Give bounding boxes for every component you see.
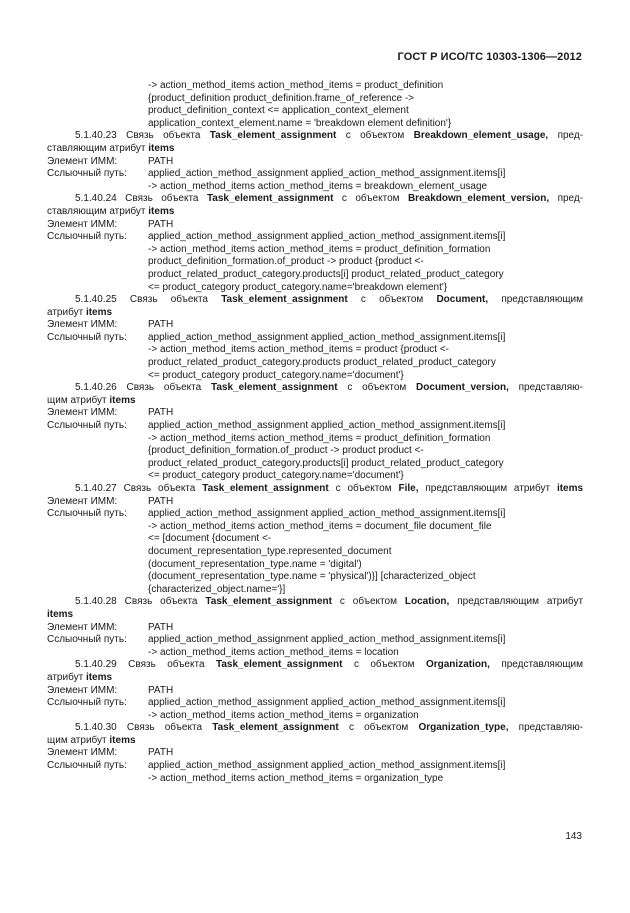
document-body [47, 80, 583, 785]
section-heading [47, 130, 583, 143]
entity-name: Task_element_assignment [215, 659, 343, 671]
element-label: Элемент ИММ: [47, 319, 118, 331]
entity-name: Task_element_assignment [212, 722, 339, 734]
reference-label: Сслыочный путь: [47, 634, 127, 646]
heading-text: Связь объекта [123, 483, 196, 494]
element-row [47, 685, 583, 698]
section-number: 5.1.40.28 [75, 596, 117, 608]
path-line: application_context_element.name = 'breakdown element definition'} [148, 117, 452, 129]
path-text: applied_action_method_assignment applied_action_method_assignment.items[i] [148, 168, 506, 180]
entity-name: Task_element_assignment [202, 483, 329, 494]
section-5-1-40-25 [47, 294, 583, 382]
entity-name: Task_element_assignment [221, 294, 348, 306]
section-5-1-40-27 [47, 483, 583, 596]
target-entity: Document, [436, 294, 489, 306]
element-row [47, 496, 583, 509]
heading-text: с объектом [348, 722, 409, 734]
reference-label: Сслыочный путь: [47, 420, 127, 432]
path-text: -> action_method_items action_method_items = product_definition_formation [148, 432, 491, 444]
heading-text: с объектом [353, 659, 415, 671]
section-number: 5.1.40.30 [75, 722, 117, 734]
heading-text: с объектом [341, 193, 400, 205]
path-line [47, 420, 583, 433]
element-value: PATH [148, 155, 174, 167]
attribute-name: items [47, 608, 74, 620]
heading-text: атрибут [47, 671, 84, 683]
section-5-1-40-30 [47, 722, 583, 785]
heading-text: Связь объекта [124, 596, 198, 608]
element-row [47, 156, 583, 169]
heading-text: Связь объекта [129, 294, 208, 306]
heading-text: представляющим [501, 294, 584, 306]
path-line [47, 181, 583, 194]
path-text: document_representation_type.represented_document [148, 545, 392, 557]
path-line [47, 269, 583, 282]
path-line [47, 332, 583, 345]
heading-text: Связь объекта [126, 722, 203, 734]
path-text: -> action_method_items action_method_items = location [148, 646, 399, 658]
path-line [47, 244, 583, 257]
path-text: -> action_method_items action_method_items = organization [148, 709, 419, 721]
path-text: (document_representation_type.name = 'digital') [148, 558, 362, 570]
element-value: PATH [148, 218, 174, 230]
path-text: -> action_method_items action_method_items = breakdown_element_usage [148, 180, 488, 192]
path-line: -> action_method_items action_method_items = product_definition [148, 80, 444, 91]
path-text: {characterized_object.name='}] [148, 583, 286, 595]
path-line: product_definition_context <= application_context_element [148, 105, 409, 117]
path-line [47, 647, 583, 660]
entity-name: Task_element_assignment [210, 382, 338, 394]
reference-label: Сслыочный путь: [47, 331, 127, 343]
path-line [47, 521, 583, 534]
heading-text: с объектом [347, 382, 407, 394]
path-line [47, 282, 583, 295]
section-heading-continuation [47, 206, 583, 219]
path-line [47, 559, 583, 572]
element-row [47, 622, 583, 635]
element-value: PATH [148, 684, 174, 696]
element-label: Элемент ИММ: [47, 407, 118, 419]
path-text: product_related_product_category.products[i] product_related_product_category [148, 457, 504, 469]
path-text: applied_action_method_assignment applied_action_method_assignment.items[i] [148, 231, 506, 243]
path-line [47, 571, 583, 584]
path-line: {product_definition product_definition.frame_of_reference -> [148, 92, 415, 104]
attribute-name: items [85, 306, 113, 318]
entity-name: Task_element_assignment [206, 193, 334, 205]
element-label: Элемент ИММ: [47, 155, 118, 167]
heading-text: с объектом [360, 294, 424, 306]
reference-label: Сслыочный путь: [47, 760, 127, 772]
path-line [47, 357, 583, 370]
entity-name: Task_element_assignment [209, 130, 337, 142]
attribute-name: items [109, 734, 136, 746]
section-heading-continuation [47, 307, 583, 320]
target-entity: Location, [404, 596, 450, 608]
path-line [47, 370, 583, 383]
path-text: <= product_category product_category.name='document'} [148, 470, 404, 482]
heading-text: Связь объекта [126, 130, 201, 142]
path-line [47, 760, 583, 773]
element-row [47, 219, 583, 232]
section-number: 5.1.40.26 [75, 382, 117, 394]
section-heading [47, 382, 583, 395]
reference-label: Сслыочный путь: [47, 231, 127, 243]
path-text: applied_action_method_assignment applied_action_method_assignment.items[i] [148, 508, 506, 520]
element-label: Элемент ИММ: [47, 495, 118, 507]
heading-text: щим атрибут [47, 394, 107, 406]
element-label: Элемент ИММ: [47, 747, 118, 759]
section-heading [47, 294, 583, 307]
attribute-name: items [109, 394, 136, 406]
section-5-1-40-26 [47, 382, 583, 483]
element-row [47, 747, 583, 760]
path-text: -> action_method_items action_method_items = product_definition_formation [148, 243, 491, 255]
path-line [47, 533, 583, 546]
path-text: -> action_method_items action_method_items = document_file document_file [148, 520, 492, 532]
path-text: -> action_method_items action_method_items = product {product <- [148, 344, 450, 356]
section-5-1-40-23 [47, 130, 583, 193]
section-heading-continuation [47, 395, 583, 408]
section-number: 5.1.40.27 [75, 483, 117, 494]
path-line [47, 168, 583, 181]
element-value: PATH [148, 621, 174, 633]
section-heading-continuation [47, 672, 583, 685]
element-row [47, 319, 583, 332]
path-text: applied_action_method_assignment applied_action_method_assignment.items[i] [148, 697, 506, 709]
target-entity: File, [398, 483, 419, 494]
path-line [47, 773, 583, 786]
heading-text: представляющим атрибут [425, 483, 551, 494]
path-line [47, 710, 583, 723]
path-line [47, 458, 583, 471]
path-line [47, 634, 583, 647]
section-5-1-40-29 [47, 659, 583, 722]
heading-text: ставляющим атрибут [47, 205, 146, 217]
path-text: (document_representation_type.name = 'physical')}] [characterized_object [148, 571, 476, 583]
heading-text: представляющим [501, 659, 584, 671]
path-line [47, 470, 583, 483]
element-label: Элемент ИММ: [47, 684, 118, 696]
heading-text: с объектом [345, 130, 405, 142]
path-text: <= [document {document <- [148, 533, 272, 545]
path-text: applied_action_method_assignment applied_action_method_assignment.items[i] [148, 634, 506, 646]
heading-text: щим атрибут [47, 734, 107, 746]
path-line [47, 697, 583, 710]
path-text: -> action_method_items action_method_items = organization_type [148, 772, 444, 784]
heading-text: представляющим атрибут [457, 596, 584, 608]
section-number: 5.1.40.23 [75, 130, 117, 142]
target-entity: Breakdown_element_version, [407, 193, 550, 205]
path-text: applied_action_method_assignment applied_action_method_assignment.items[i] [148, 760, 506, 772]
path-line [47, 344, 583, 357]
reference-label: Сслыочный путь: [47, 697, 127, 709]
path-text: applied_action_method_assignment applied_action_method_assignment.items[i] [148, 420, 506, 432]
path-text: {product_definition_formation.of_product -> product product <- [148, 445, 424, 457]
attribute-name: items [148, 205, 175, 217]
heading-text: пред- [557, 130, 584, 142]
section-number: 5.1.40.24 [75, 193, 117, 205]
path-line [47, 508, 583, 521]
path-text: <= product_category product_category.name='document'} [148, 369, 404, 381]
heading-text: с объектом [339, 596, 397, 608]
section-heading-continuation [47, 609, 583, 622]
path-line [47, 256, 583, 269]
heading-text: представляю- [518, 722, 584, 734]
element-label: Элемент ИММ: [47, 621, 118, 633]
entity-name: Task_element_assignment [205, 596, 332, 608]
target-entity: Document_version, [416, 382, 509, 394]
section-heading [47, 596, 583, 609]
element-value: PATH [148, 407, 174, 419]
path-text: product_related_product_category.products product_related_product_category [148, 357, 496, 369]
reference-label: Сслыочный путь: [47, 168, 127, 180]
heading-text: представляю- [518, 382, 583, 394]
heading-text: с объектом [335, 483, 392, 494]
page-number: 143 [565, 831, 582, 842]
section-number: 5.1.40.29 [75, 659, 117, 671]
path-line [47, 231, 583, 244]
heading-text: Связь объекта [125, 193, 199, 205]
target-entity: Organization_type, [418, 722, 509, 734]
section-heading [47, 722, 583, 735]
path-text: <= product_category product_category.name='breakdown element'} [148, 281, 448, 293]
element-value: PATH [148, 747, 174, 759]
section-heading [47, 659, 583, 672]
heading-text: Связь объекта [128, 659, 205, 671]
target-entity: Organization, [425, 659, 490, 671]
target-entity: Breakdown_element_usage, [413, 130, 549, 142]
section-number: 5.1.40.25 [75, 294, 117, 306]
reference-label: Сслыочный путь: [47, 508, 127, 520]
standard-code-header: ГОСТ Р ИСО/ТС 10303-1306—2012 [397, 51, 582, 63]
path-text: applied_action_method_assignment applied_action_method_assignment.items[i] [148, 331, 506, 343]
section-heading [47, 483, 583, 496]
section-5-1-40-28 [47, 596, 583, 659]
heading-text: ставляющим атрибут [47, 142, 146, 154]
path-text: product_definition_formation.of_product -> product {product <- [148, 256, 424, 268]
attribute-name: items [85, 671, 113, 683]
section-5-1-40-24 [47, 193, 583, 294]
section-heading-continuation [47, 735, 583, 748]
element-row [47, 407, 583, 420]
path-line [47, 584, 583, 597]
section-heading [47, 193, 583, 206]
element-value: PATH [148, 495, 174, 507]
path-line [47, 546, 583, 559]
path-line [47, 445, 583, 458]
attribute-name: items [148, 142, 175, 154]
attribute-name: items [556, 483, 584, 494]
element-value: PATH [148, 319, 174, 331]
heading-text: атрибут [47, 306, 84, 318]
path-text: product_related_product_category.products[i] product_related_product_category [148, 268, 504, 280]
path-line [47, 433, 583, 446]
element-label: Элемент ИММ: [47, 218, 118, 230]
section-heading-continuation [47, 143, 583, 156]
heading-text: Связь объекта [126, 382, 202, 394]
heading-text: пред- [557, 193, 584, 205]
